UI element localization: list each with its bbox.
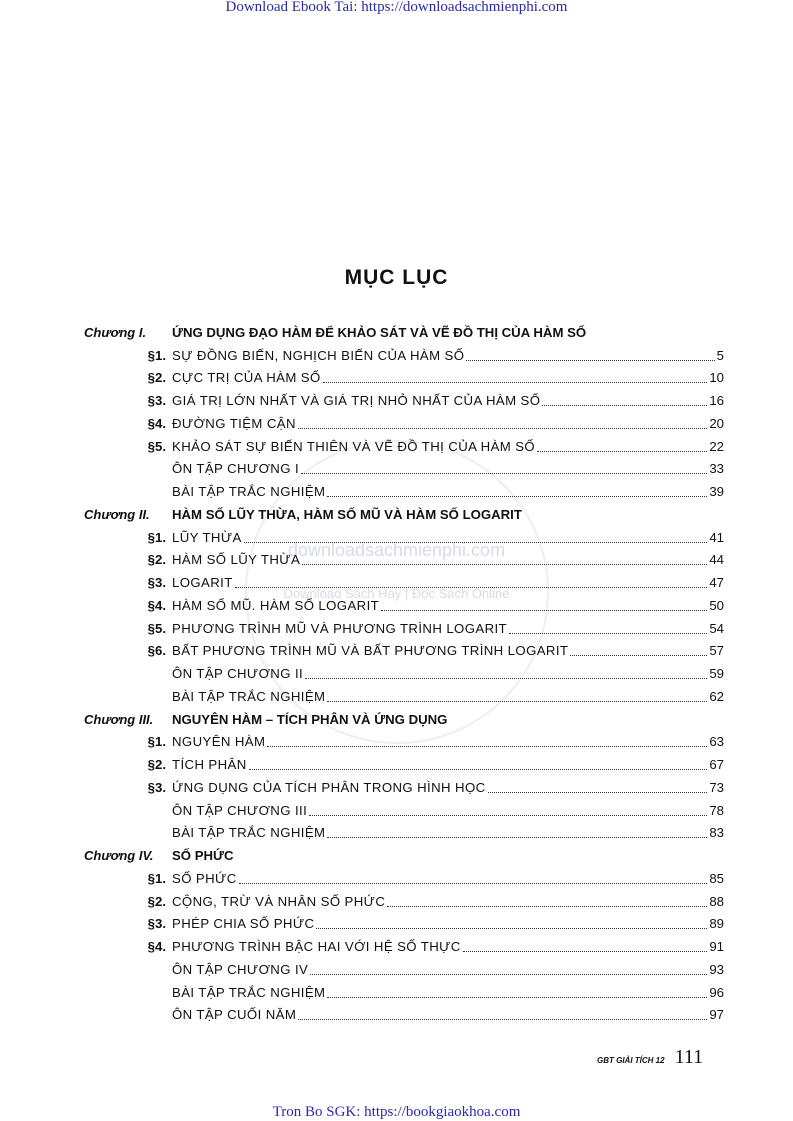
toc-entry-label: ÔN TẬP CHƯƠNG II: [172, 666, 304, 681]
toc-entry-line: [172, 621, 724, 637]
toc-page-number: 20: [709, 415, 724, 431]
toc-entry[interactable]: [84, 682, 724, 705]
toc-page-number: 41: [709, 529, 724, 545]
toc-page-number: 39: [709, 484, 724, 499]
toc-entry-line: [172, 461, 724, 477]
dot-leader: [249, 769, 708, 770]
dot-leader: [327, 496, 707, 497]
toc-entry-label: GIÁ TRỊ LỚN NHẤT VÀ GIÁ TRỊ NHỎ NHẤT CỦA HÀM SỐ: [172, 393, 541, 408]
toc-entry-label: KHẢO SÁT SỰ BIẾN THIÊN VÀ VẼ ĐỒ THỊ CỦA HÀM SỐ: [172, 438, 536, 454]
toc-entry-label: ÔN TẬP CUỐI NĂM: [172, 1007, 297, 1023]
chapter-row[interactable]: [84, 841, 724, 864]
dot-leader: [244, 542, 708, 543]
toc-entry-label: BẤT PHƯƠNG TRÌNH MŨ VÀ BẤT PHƯƠNG TRÌNH LOGARIT: [172, 643, 569, 659]
toc-entry[interactable]: [84, 978, 724, 1001]
dot-leader: [302, 564, 707, 565]
section-number: §2.: [147, 552, 166, 568]
section-number: §5.: [147, 438, 166, 454]
toc-entry[interactable]: [84, 409, 724, 432]
toc-entry[interactable]: [84, 659, 724, 682]
toc-entry-label: ÔN TẬP CHƯƠNG IV: [172, 961, 309, 977]
toc-entry-label: LOGARIT: [172, 575, 233, 590]
section-number: §1.: [147, 347, 166, 363]
section-number: §3.: [147, 916, 166, 932]
section-number: §6.: [147, 643, 166, 659]
dot-leader: [309, 815, 707, 816]
toc-entry[interactable]: [84, 568, 724, 591]
toc-page-number: 89: [709, 916, 724, 932]
toc-page-number: 33: [709, 461, 724, 477]
chapter-label: Chương I.: [84, 324, 147, 340]
toc-entry-line: [172, 348, 724, 364]
toc-entry-line: [172, 939, 724, 955]
toc-entry-label: BÀI TẬP TRẮC NGHIỆM: [172, 825, 326, 841]
dot-leader: [310, 974, 707, 975]
toc-entry-label: TÍCH PHÂN: [172, 757, 247, 772]
section-number: §3.: [147, 393, 166, 408]
toc-page-number: 57: [709, 643, 724, 659]
toc-page-number: 73: [709, 779, 724, 795]
toc-entry[interactable]: [84, 386, 724, 409]
chapter-title: NGUYÊN HÀM – TÍCH PHÂN VÀ ỨNG DỤNG: [172, 711, 448, 727]
toc-entry-label: BÀI TẬP TRẮC NGHIỆM: [172, 688, 326, 704]
toc-page-number: 16: [709, 393, 724, 408]
toc-page-number: 67: [709, 757, 724, 772]
toc-entry-label: BÀI TẬP TRẮC NGHIỆM: [172, 984, 326, 1000]
chapter-row[interactable]: [84, 318, 724, 341]
toc-entry[interactable]: [84, 523, 724, 546]
toc-entry-line: [172, 962, 724, 978]
toc-entry-label: ỨNG DỤNG CỦA TÍCH PHÂN TRONG HÌNH HỌC: [172, 779, 486, 795]
toc-entry-label: PHÉP CHIA SỐ PHỨC: [172, 916, 315, 932]
toc-entry-line: [172, 439, 724, 455]
toc-page-number: 44: [709, 552, 724, 568]
toc-entry-line: [172, 803, 724, 819]
toc-page-number: 50: [709, 597, 724, 613]
footer-page-number: 111: [674, 1046, 704, 1068]
toc-entry-line: [172, 825, 724, 841]
toc-entry[interactable]: [84, 614, 724, 637]
dot-leader: [327, 701, 707, 702]
toc-entry-label: ÔN TẬP CHƯƠNG I: [172, 461, 300, 477]
toc-entry-line: [172, 643, 724, 659]
toc-page-number: 62: [709, 688, 724, 704]
section-number: §4.: [147, 415, 166, 431]
section-number: §2.: [147, 757, 166, 772]
toc-entry-label: SỐ PHỨC: [172, 870, 237, 886]
chapter-title: HÀM SỐ LŨY THỪA, HÀM SỐ MŨ VÀ HÀM SỐ LOGARIT: [172, 506, 522, 522]
toc-entry-line: [172, 689, 724, 705]
toc-entry[interactable]: [84, 773, 724, 796]
toc-entry-line: [172, 871, 724, 887]
section-number: §2.: [147, 893, 166, 909]
chapter-label: Chương II.: [84, 506, 150, 522]
toc-entry[interactable]: [84, 364, 724, 387]
toc-entry-label: HÀM SỐ LŨY THỪA: [172, 552, 301, 568]
dot-leader: [323, 382, 708, 383]
toc-page-number: 97: [709, 1007, 724, 1023]
toc-entry[interactable]: [84, 750, 724, 773]
toc-page-number: 22: [709, 438, 724, 454]
toc-entry[interactable]: [84, 546, 724, 569]
watermark-text: downloadsachmienphi.com: [287, 540, 506, 560]
toc-entry[interactable]: [84, 910, 724, 933]
toc-entry-line: [172, 552, 724, 568]
toc-page-number: 59: [709, 666, 724, 681]
dot-leader: [239, 883, 708, 884]
toc-entry[interactable]: [84, 477, 724, 500]
section-number: §4.: [147, 597, 166, 613]
section-number: §5.: [147, 620, 166, 636]
toc-page-number: 5: [716, 347, 724, 363]
toc-entry[interactable]: [84, 1001, 724, 1024]
toc-entry[interactable]: [84, 955, 724, 978]
toc-entry[interactable]: [84, 455, 724, 478]
table-of-contents: [84, 318, 724, 1023]
toc-entry-label: PHƯƠNG TRÌNH BẬC HAI VỚI HỆ SỐ THỰC: [172, 939, 461, 954]
toc-entry-label: ĐƯỜNG TIỆM CẬN: [172, 415, 296, 431]
toc-entry-line: [172, 734, 724, 750]
toc-entry-label: PHƯƠNG TRÌNH MŨ VÀ PHƯƠNG TRÌNH LOGARIT: [172, 620, 508, 636]
chapter-title: SỐ PHỨC: [172, 848, 234, 863]
toc-entry-line: [172, 985, 724, 1001]
toc-entry-line: [172, 1007, 724, 1023]
toc-entry-label: NGUYÊN HÀM: [172, 734, 266, 750]
dot-leader: [570, 655, 707, 656]
toc-entry-label: BÀI TẬP TRẮC NGHIỆM: [172, 484, 326, 499]
toc-entry-line: [172, 894, 724, 910]
toc-entry-label: HÀM SỐ MŨ. HÀM SỐ LOGARIT: [172, 597, 380, 613]
toc-entry-label: SỰ ĐỒNG BIẾN, NGHỊCH BIẾN CỦA HÀM SỐ: [172, 347, 465, 363]
header-download-link[interactable]: Download Ebook Tai: https://downloadsachmienphi.com: [225, 0, 568, 15]
toc-page-number: 63: [709, 734, 724, 750]
toc-entry[interactable]: [84, 341, 724, 364]
page-title: MỤC LỤC: [344, 266, 449, 289]
toc-entry[interactable]: [84, 796, 724, 819]
toc-page-number: 93: [709, 961, 724, 977]
section-number: §1.: [147, 734, 166, 750]
toc-page-number: 91: [709, 939, 724, 954]
dot-leader: [235, 587, 708, 588]
section-number: §2.: [147, 370, 166, 386]
watermark-subtext: Download Sách Hay | Đọc Sách Online: [283, 586, 510, 601]
toc-page-number: 54: [709, 620, 724, 636]
toc-entry[interactable]: [84, 728, 724, 751]
toc-page-number: 47: [709, 575, 724, 590]
toc-entry-label: CỘNG, TRỪ VÀ NHÂN SỐ PHỨC: [172, 893, 386, 909]
toc-page-number: 10: [709, 370, 724, 386]
footer-page-mark: [597, 1046, 703, 1069]
chapter-label: Chương III.: [84, 711, 154, 727]
toc-entry-line: [172, 598, 724, 614]
footer-sgk-link[interactable]: Tron Bo SGK: https://bookgiaokhoa.com: [272, 1104, 521, 1120]
toc-entry-line: [172, 666, 724, 682]
dot-leader: [327, 837, 707, 838]
dot-leader: [387, 906, 707, 907]
toc-entry-line: [172, 757, 724, 773]
dot-leader: [537, 451, 707, 452]
toc-entry[interactable]: [84, 637, 724, 660]
section-number: §3.: [147, 779, 166, 795]
toc-entry[interactable]: [84, 932, 724, 955]
section-number: §1.: [147, 870, 166, 886]
toc-page-number: 78: [709, 802, 724, 818]
dot-leader: [301, 473, 707, 474]
toc-page-number: 88: [709, 893, 724, 909]
dot-leader: [488, 792, 708, 793]
dot-leader: [463, 951, 708, 952]
toc-page-number: 83: [709, 825, 724, 841]
dot-leader: [509, 633, 707, 634]
toc-entry[interactable]: [84, 887, 724, 910]
toc-entry[interactable]: [84, 864, 724, 887]
chapter-title: ỨNG DỤNG ĐẠO HÀM ĐỂ KHẢO SÁT VÀ VẼ ĐỒ THỊ CỦA HÀM SỐ: [172, 324, 587, 340]
footer-book-name: GBT GIẢI TÍCH 12: [597, 1056, 665, 1065]
toc-entry-line: [172, 530, 724, 546]
dot-leader: [466, 360, 714, 361]
dot-leader: [542, 405, 707, 406]
toc-entry-line: [172, 416, 724, 432]
toc-page-number: 96: [709, 984, 724, 1000]
dot-leader: [305, 678, 707, 679]
toc-entry[interactable]: [84, 432, 724, 455]
section-number: §1.: [147, 529, 166, 545]
chapter-row[interactable]: [84, 500, 724, 523]
section-number: §3.: [147, 575, 166, 590]
dot-leader: [298, 1019, 707, 1020]
toc-page-number: 85: [709, 870, 724, 886]
dot-leader: [298, 428, 707, 429]
section-number: §4.: [147, 939, 166, 954]
toc-entry-label: CỰC TRỊ CỦA HÀM SỐ: [172, 370, 321, 386]
toc-entry-line: [172, 484, 724, 500]
dot-leader: [327, 997, 707, 998]
toc-entry-label: LŨY THỪA: [172, 529, 242, 545]
dot-leader: [267, 746, 707, 747]
toc-entry-line: [172, 393, 724, 409]
toc-entry-line: [172, 916, 724, 932]
toc-entry[interactable]: [84, 591, 724, 614]
toc-entry-line: [172, 370, 724, 386]
chapter-label: Chương IV.: [84, 848, 154, 863]
toc-entry[interactable]: [84, 819, 724, 842]
toc-entry-label: ÔN TẬP CHƯƠNG III: [172, 802, 308, 818]
chapter-row[interactable]: [84, 705, 724, 728]
toc-entry-line: [172, 575, 724, 591]
dot-leader: [381, 610, 707, 611]
toc-entry-line: [172, 780, 724, 796]
dot-leader: [316, 928, 707, 929]
